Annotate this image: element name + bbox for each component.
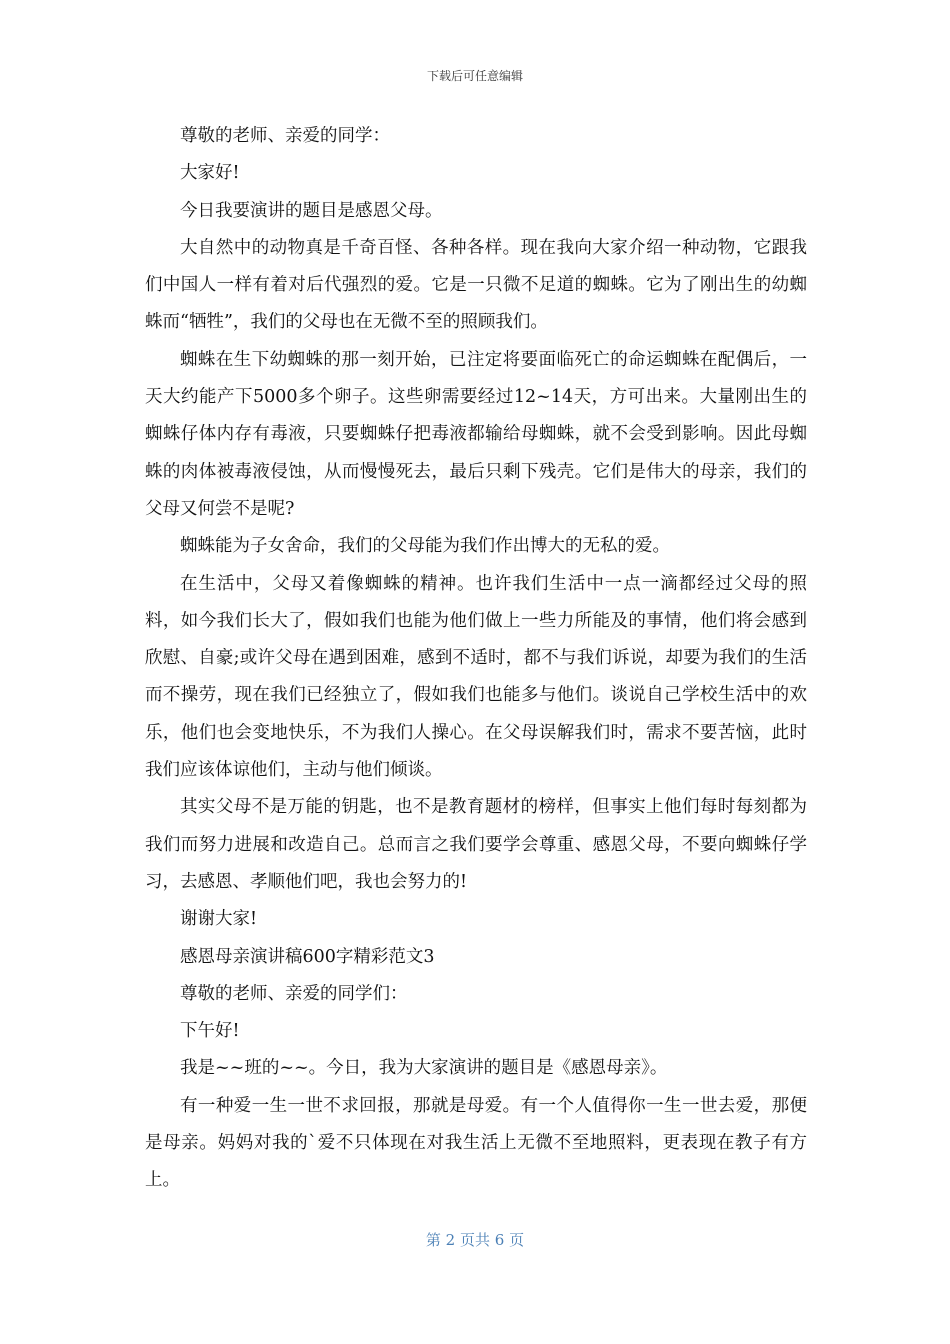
page-header: 下载后可任意编辑 — [426, 69, 523, 83]
paragraph: 尊敬的老师、亲爱的同学们： — [180, 983, 408, 1004]
paragraph: 有一种爱一生一世不求回报，那就是母爱。有一个人值得你一生一世去爱，那便是母亲。妈妈对我的`爱不只体现在对我生活上无微不至地照料，更表现在教子有方上。 — [145, 1095, 807, 1191]
paragraph: 我是~~班的~~。今日，我为大家演讲的题目是《感恩母亲》。 — [180, 1058, 668, 1079]
section-title: 感恩母亲演讲稿600字精彩范文3 — [180, 946, 435, 967]
paragraph: 其实父母不是万能的钥匙，也不是教育题材的榜样，但事实上他们每时每刻都为我们而努力进展和改造自己。总而言之我们要学会尊重、感恩父母，不要向蜘蛛仔学习，去感恩、孝顺他们吧，我也会努力的! — [145, 797, 807, 892]
document-body — [145, 118, 807, 1200]
page-number: 第 2 页共 6 页 — [425, 1231, 525, 1249]
paragraph: 大家好! — [180, 163, 240, 184]
paragraph: 今日我要演讲的题目是感恩父母。 — [180, 200, 443, 221]
paragraph: 大自然中的动物真是千奇百怪、各种各样。现在我向大家介绍一种动物，它跟我们中国人一样有着对后代强烈的爱。它是一只微不足道的蜘蛛。它为了刚出生的幼蜘蛛而“牺牲”，我们的父母也在无微不至的照顾我们。 — [145, 237, 807, 333]
paragraph: 谢谢大家! — [180, 909, 258, 930]
paragraph: 蜘蛛在生下幼蜘蛛的那一刻开始，已注定将要面临死亡的命运蜘蛛在配偶后，一天大约能产下5000多个卵子。这些卵需要经过12~14天，方可出来。大量刚出生的蜘蛛仔体内存有毒液，只要蜘蛛仔把毒液都输给母蜘蛛，就不会受到影响。因此母蜘蛛的肉体被毒液侵蚀，从而慢慢死去，最后只剩下残壳。它们是伟大的母亲，我们的父母又何尝不是呢? — [145, 349, 807, 519]
paragraph: 下午好! — [180, 1021, 240, 1042]
paragraph: 在生活中，父母又着像蜘蛛的精神。也许我们生活中一点一滴都经过父母的照料，如今我们长大了，假如我们也能为他们做上一些力所能及的事情，他们将会感到欣慰、自豪;或许父母在遇到困难，感到不适时，都不与我们诉说，却要为我们的生活而不操劳，现在我们已经独立了，假如我们也能多与他们。谈说自己学校生活中的欢乐，他们也会变地快乐，不为我们人操心。在父母误解我们时，需求不要苦恼，此时我们应该体谅他们，主动与他们倾谈。 — [145, 573, 807, 781]
paragraph: 蜘蛛能为子女舍命，我们的父母能为我们作出博大的无私的爱。 — [180, 536, 670, 557]
paragraph: 尊敬的老师、亲爱的同学： — [180, 126, 390, 146]
